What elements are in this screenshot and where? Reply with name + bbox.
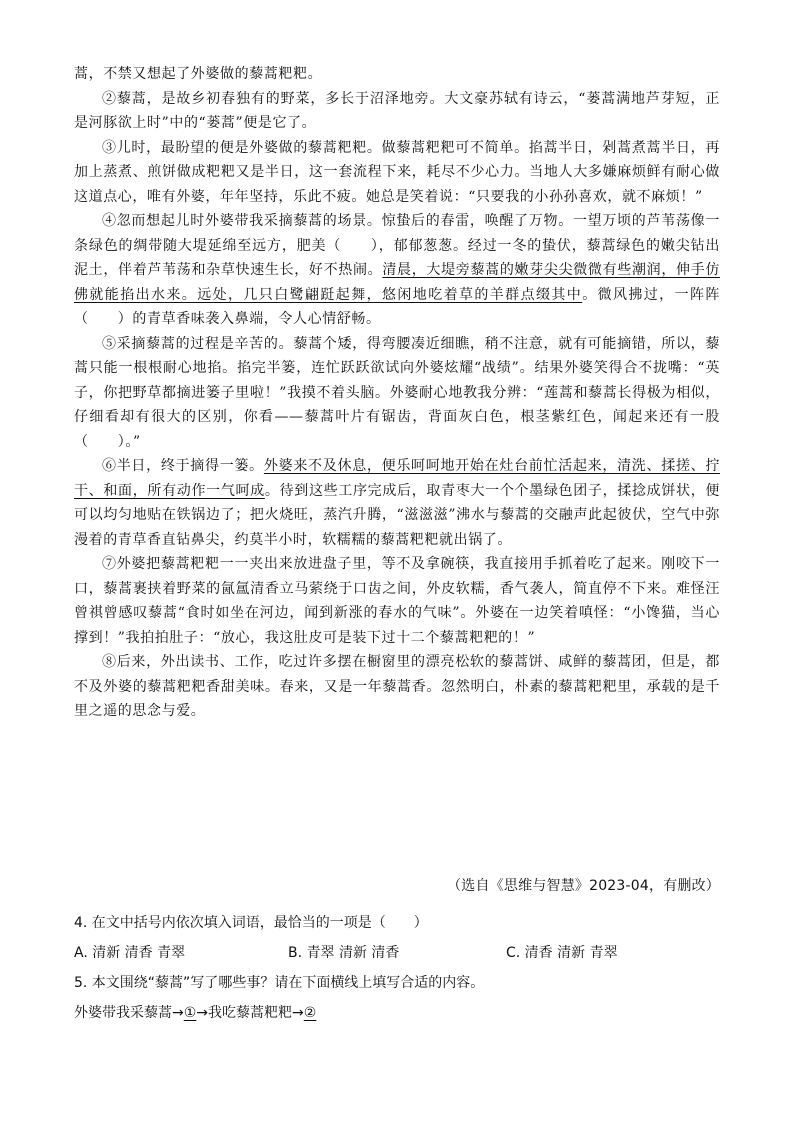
chain-middle: →我吃藜蒿粑粑→: [196, 1005, 304, 1021]
paragraph-5: ⑤采摘藜蒿的过程是辛苦的。藜蒿个矮，得弯腰凑近细瞧，稍不注意，就有可能摘错，所以，藜蒿只能一根根耐心地掐。掐完半篓，连忙跃跃欲试向外婆炫耀“战绩”。结果外婆笑得合不拢嘴：“英子，你把野草都摘进篓子里啦！”我摸不着头脑。外婆耐心地教我分辨：“莲蒿和藜蒿长得极为相似，仔细看却有很大的区别，你看——藜蒿叶片有锯齿，背面灰白色，根茎紫红色，闻起来还有一股（ ）。”: [74, 335, 720, 450]
paragraph-6-text-b: 。待到这些工序完成后，取青枣大一个个墨绿色团子，揉捻成饼状，便可以均匀地贴在铁锅边了；把火烧旺，蒸汽升腾，“滋滋滋”沸水与藜蒿的交融声此起彼伏，空气中弥漫着的青草香直钻鼻尖，约莫半小时，软糯糯的藜蒿粑粑就出锅了。: [74, 482, 720, 548]
questions-section: [74, 908, 720, 1028]
option-c[interactable]: C. 清香 清新 青翠: [506, 945, 618, 961]
paragraph-2: ②藜蒿，是故乡初春独有的野菜，多长于沼泽地旁。大文豪苏轼有诗云，“蒌蒿满地芦芽短，正是河豚欲上时”中的“蒌蒿”便是它了。: [74, 90, 720, 131]
underlined-sentence-4: 清晨，大堤旁藜蒿的嫩芽尖尖微微有些潮润，伸手仿佛就能掐出水来。远处，几只白鹭翩跹起舞，悠闲地吃着草的羊群点缀其中: [74, 262, 720, 303]
question-5: 5. 本文围绕“藜蒿”写了哪些事？请在下面横线上填写合适的内容。: [74, 975, 485, 991]
option-b[interactable]: B. 青翠 清新 清香: [288, 945, 400, 961]
paragraph-7: ⑦外婆把藜蒿粑粑一一夹出来放进盘子里，等不及拿碗筷，我直接用手抓着吃了起来。刚咬下一口，藜蒿裹挟着野菜的氤氲清香立马萦绕于口齿之间，外皮软糯，香气袭人，简直停不下来。难怪汪曾祺曾感叹藜蒿“食时如坐在河边，闻到新涨的春水的气味”。外婆在一边笑着嗔怪：“小馋猫，当心撑到！”我拍拍肚子：“放心，我这肚皮可是装下过十二个藜蒿粑粑的！”: [74, 556, 720, 646]
chain-start: 外婆带我采藜蒿→: [74, 1005, 184, 1021]
paragraph-4-text-b: 。微风拂过，一阵阵（ ）的青草香味袭入鼻端，令人心情舒畅。: [74, 286, 720, 327]
paragraph-6: [74, 454, 720, 552]
paragraph-3: ③儿时，最盼望的便是外婆做的藜蒿粑粑。做藜蒿粑粑可不简单。掐蒿半日，剁蒿煮蒿半日，再加上蒸煮、煎饼做成粑粑又是半日，这一套流程下来，耗尽不少心力。当地人大多嫌麻烦鲜有耐心做这道点心，唯有外婆，年年坚持，乐此不疲。她总是笑着说：“只要我的小孙孙喜欢，就不麻烦！”: [74, 139, 720, 205]
question-4: 4. 在文中括号内依次填入词语，最恰当的一项是（ ）: [74, 915, 428, 931]
underlined-sentence-6: 外婆来不及休息，便乐呵呵地开始在灶台前忙活起来，清洗、揉搓、拧干、和面，所有动作一气呵成: [74, 458, 720, 499]
reading-passage: [74, 62, 720, 724]
answer-blank-1[interactable]: ①: [183, 1005, 197, 1021]
question-4-options: [74, 938, 720, 968]
paragraph-4: [74, 209, 720, 332]
source-citation: （选自《思维与智慧》2023-04，有删改）: [447, 878, 720, 894]
paragraph-1-tail: 蒿，不禁又想起了外婆做的藜蒿粑粑。: [74, 66, 323, 82]
paragraph-6-text-a: ⑥半日，终于摘得一篓。: [102, 458, 264, 474]
paragraph-4-text-a: ④忽而想起儿时外婆带我采摘藜蒿的场景。惊蛰后的春雷，唤醒了万物。一望万顷的芦苇荡像一条绿色的绸带随大堤延绵至远方，肥美（ ），郁郁葱葱。经过一冬的蛰伏，藜蒿绿色的嫩尖钻出泥土，伴着芦苇荡和杂草快速生长，好不热闹。: [74, 213, 720, 278]
answer-blank-2[interactable]: ②: [303, 1005, 317, 1021]
question-5-answer-chain: [74, 998, 720, 1028]
paragraph-8: ⑧后来，外出读书、工作，吃过许多摆在橱窗里的漂亮松软的藜蒿饼、咸鲜的藜蒿团，但是，都不及外婆的藜蒿粑粑香甜美味。春来，又是一年藜蒿香。忽然明白，朴素的藜蒿粑粑里，承载的是千里之遥的思念与爱。: [74, 654, 720, 719]
option-a[interactable]: A. 清新 清香 青翠: [74, 945, 186, 961]
